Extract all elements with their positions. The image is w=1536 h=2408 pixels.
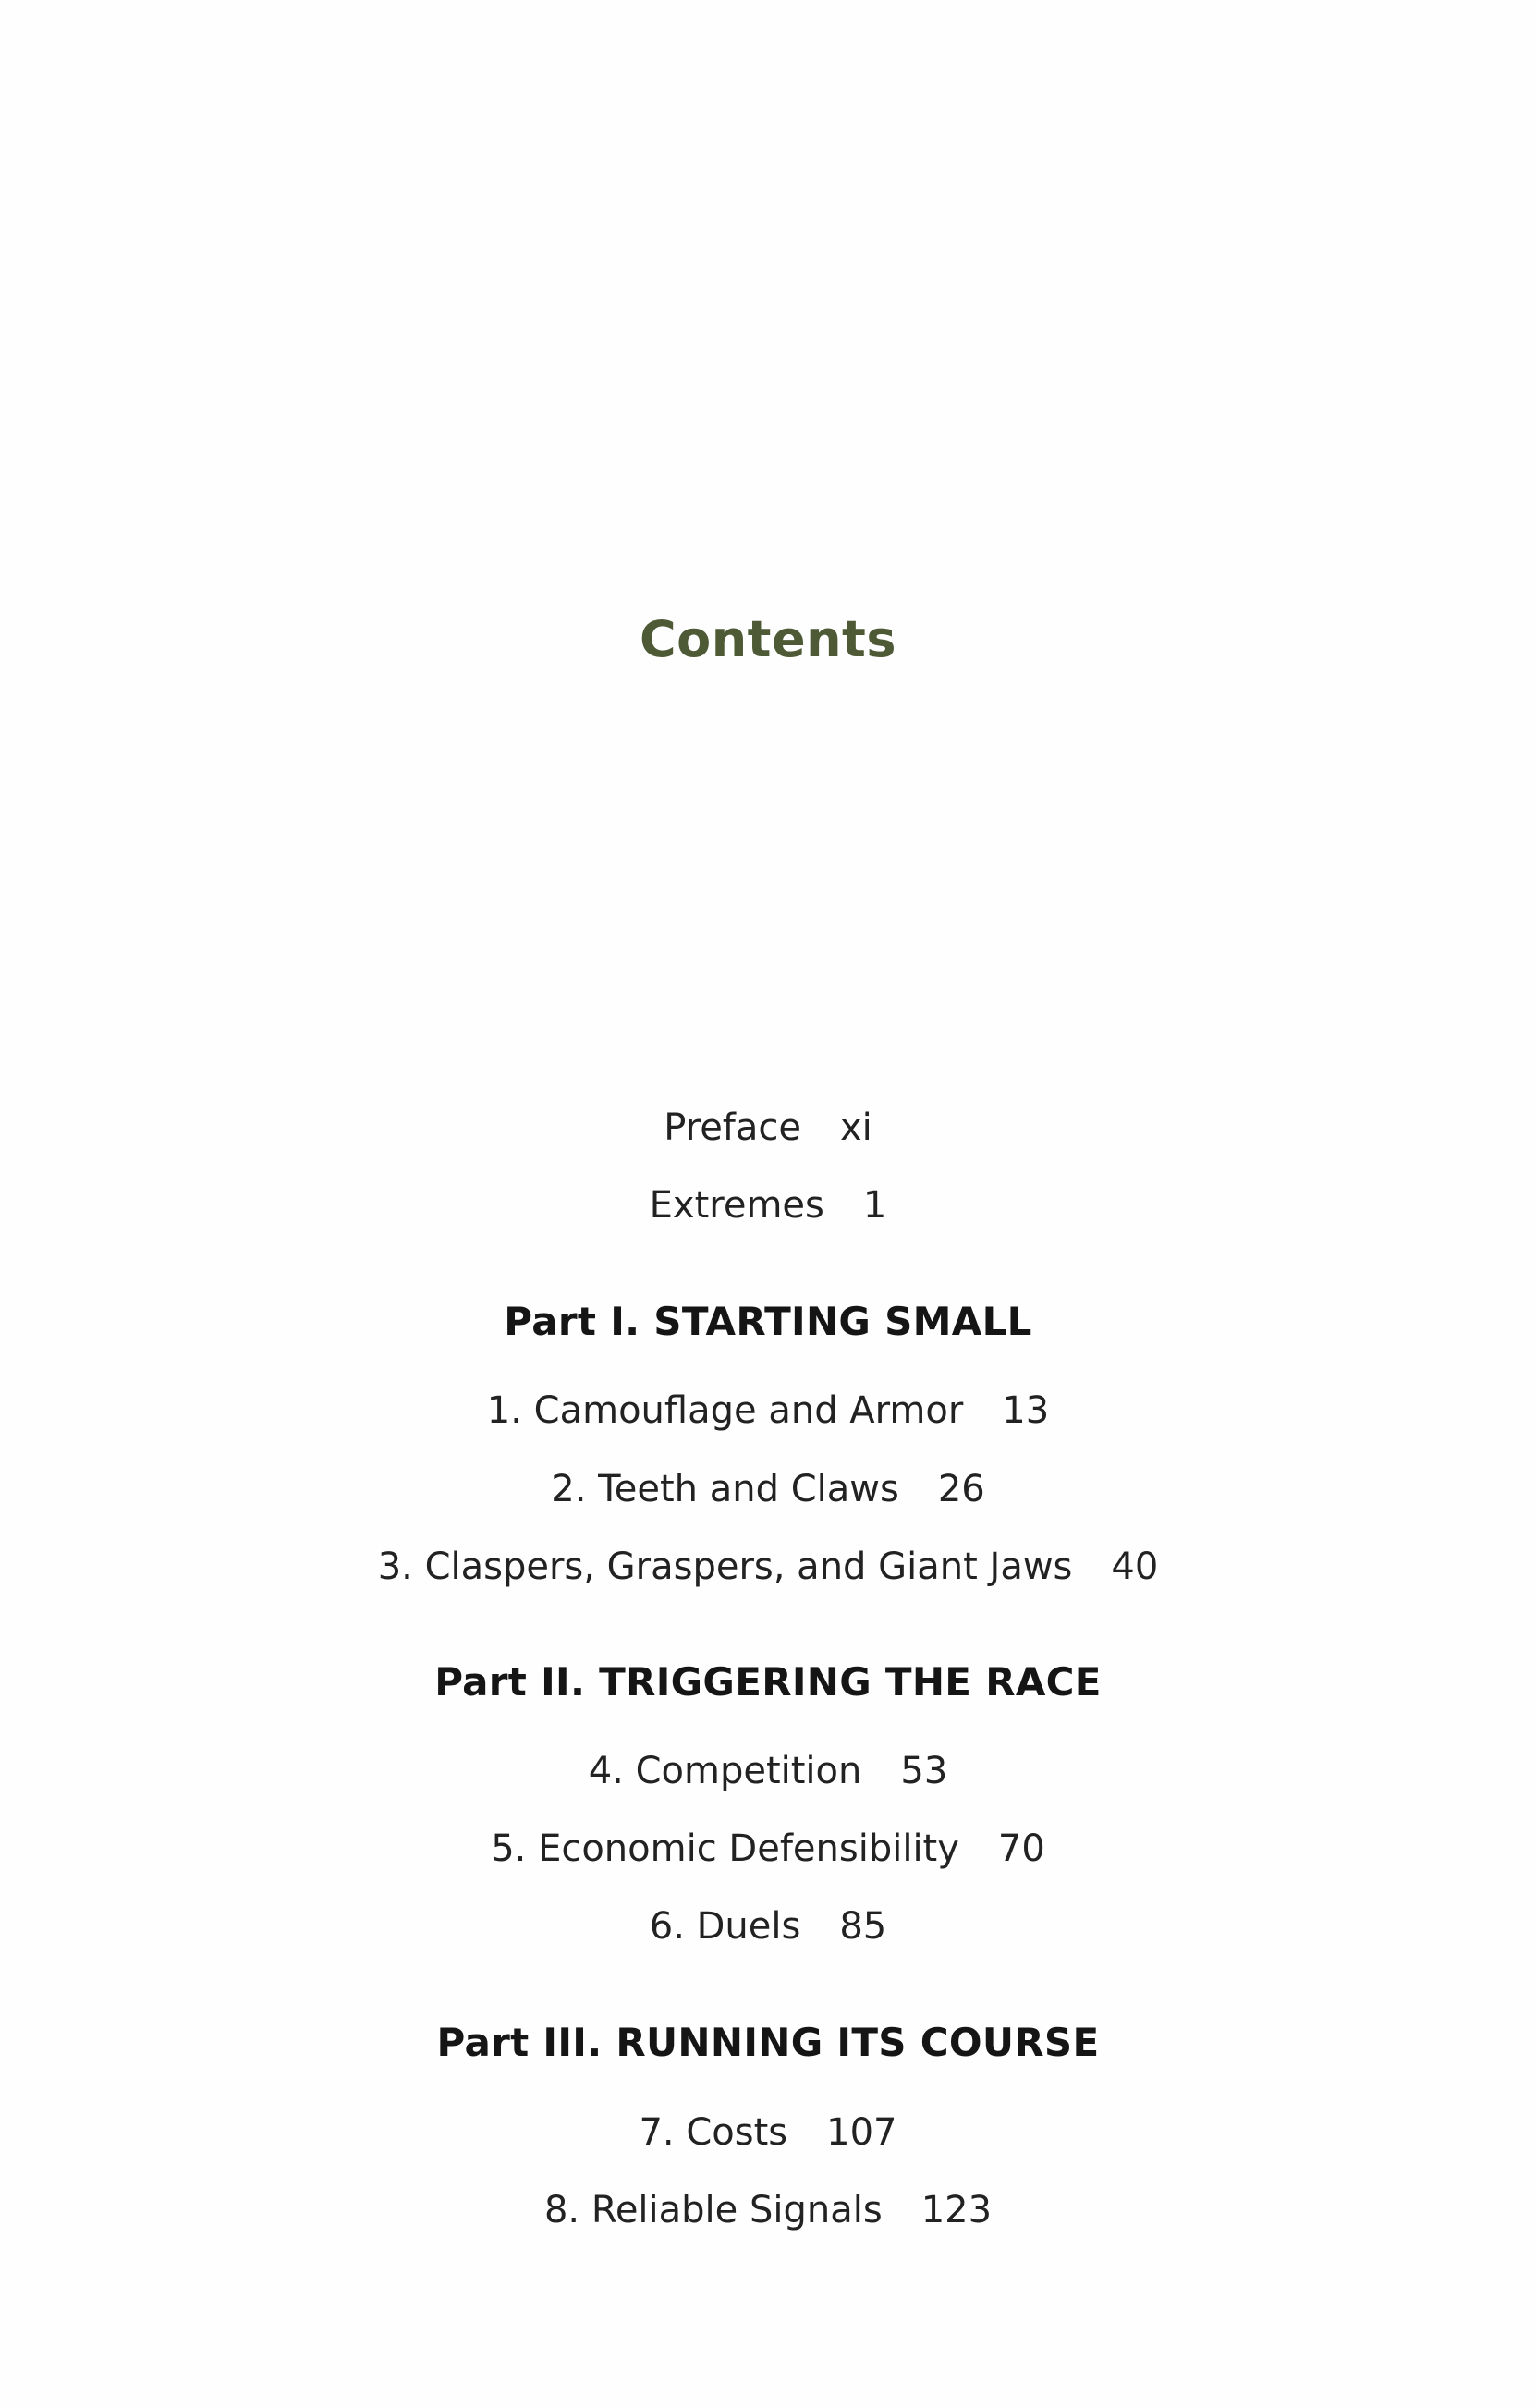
toc-entry-label: 1. Camouflage and Armor: [486, 1389, 964, 1432]
toc-entry-label: 8. Reliable Signals: [543, 2189, 883, 2231]
toc-entry-page: 123: [920, 2189, 993, 2231]
toc-entry-page: 53: [900, 1750, 948, 1792]
toc-entry-page: 40: [1111, 1546, 1159, 1588]
part-heading-2: Part II. TRIGGERING THE RACE: [434, 1659, 1102, 1705]
toc-entry-chapter-2: [0, 1468, 1536, 1510]
part-heading-3: Part III. RUNNING ITS COURSE: [436, 2020, 1100, 2065]
toc-entry-page: 13: [1002, 1389, 1050, 1432]
contents-title: Contents: [639, 610, 896, 668]
toc-entry-label: 3. Claspers, Graspers, and Giant Jaws: [377, 1546, 1073, 1588]
toc-entry-chapter-7: [0, 2111, 1536, 2154]
toc-entry-label: 7. Costs: [639, 2111, 788, 2154]
toc-entry-preface: [0, 1106, 1536, 1149]
toc-entry-chapter-4: [0, 1750, 1536, 1792]
toc-entry-label: Extremes: [649, 1184, 824, 1227]
toc-entry-label: Preface: [664, 1106, 801, 1149]
toc-entry-page: 1: [862, 1184, 887, 1227]
toc-entry-chapter-3: [0, 1546, 1536, 1588]
toc-entry-page: 70: [997, 1827, 1045, 1870]
toc-entry-page: xi: [840, 1106, 872, 1149]
toc-entry-label: 2. Teeth and Claws: [551, 1468, 899, 1510]
toc-entry-label: 4. Competition: [588, 1750, 862, 1792]
toc-entry-chapter-5: [0, 1827, 1536, 1870]
part-heading-1: Part I. STARTING SMALL: [504, 1299, 1032, 1344]
toc-entry-chapter-1: [0, 1389, 1536, 1432]
toc-entry-chapter-8: [0, 2189, 1536, 2231]
toc-entry-chapter-6: [0, 1905, 1536, 1948]
toc-entry-label: 5. Economic Defensibility: [491, 1827, 959, 1870]
toc-entry-label: 6. Duels: [649, 1905, 801, 1948]
toc-entry-extremes: [0, 1184, 1536, 1227]
toc-entry-page: 26: [937, 1468, 985, 1510]
toc-entry-page: 85: [839, 1905, 887, 1948]
toc-entry-page: 107: [826, 2111, 897, 2154]
